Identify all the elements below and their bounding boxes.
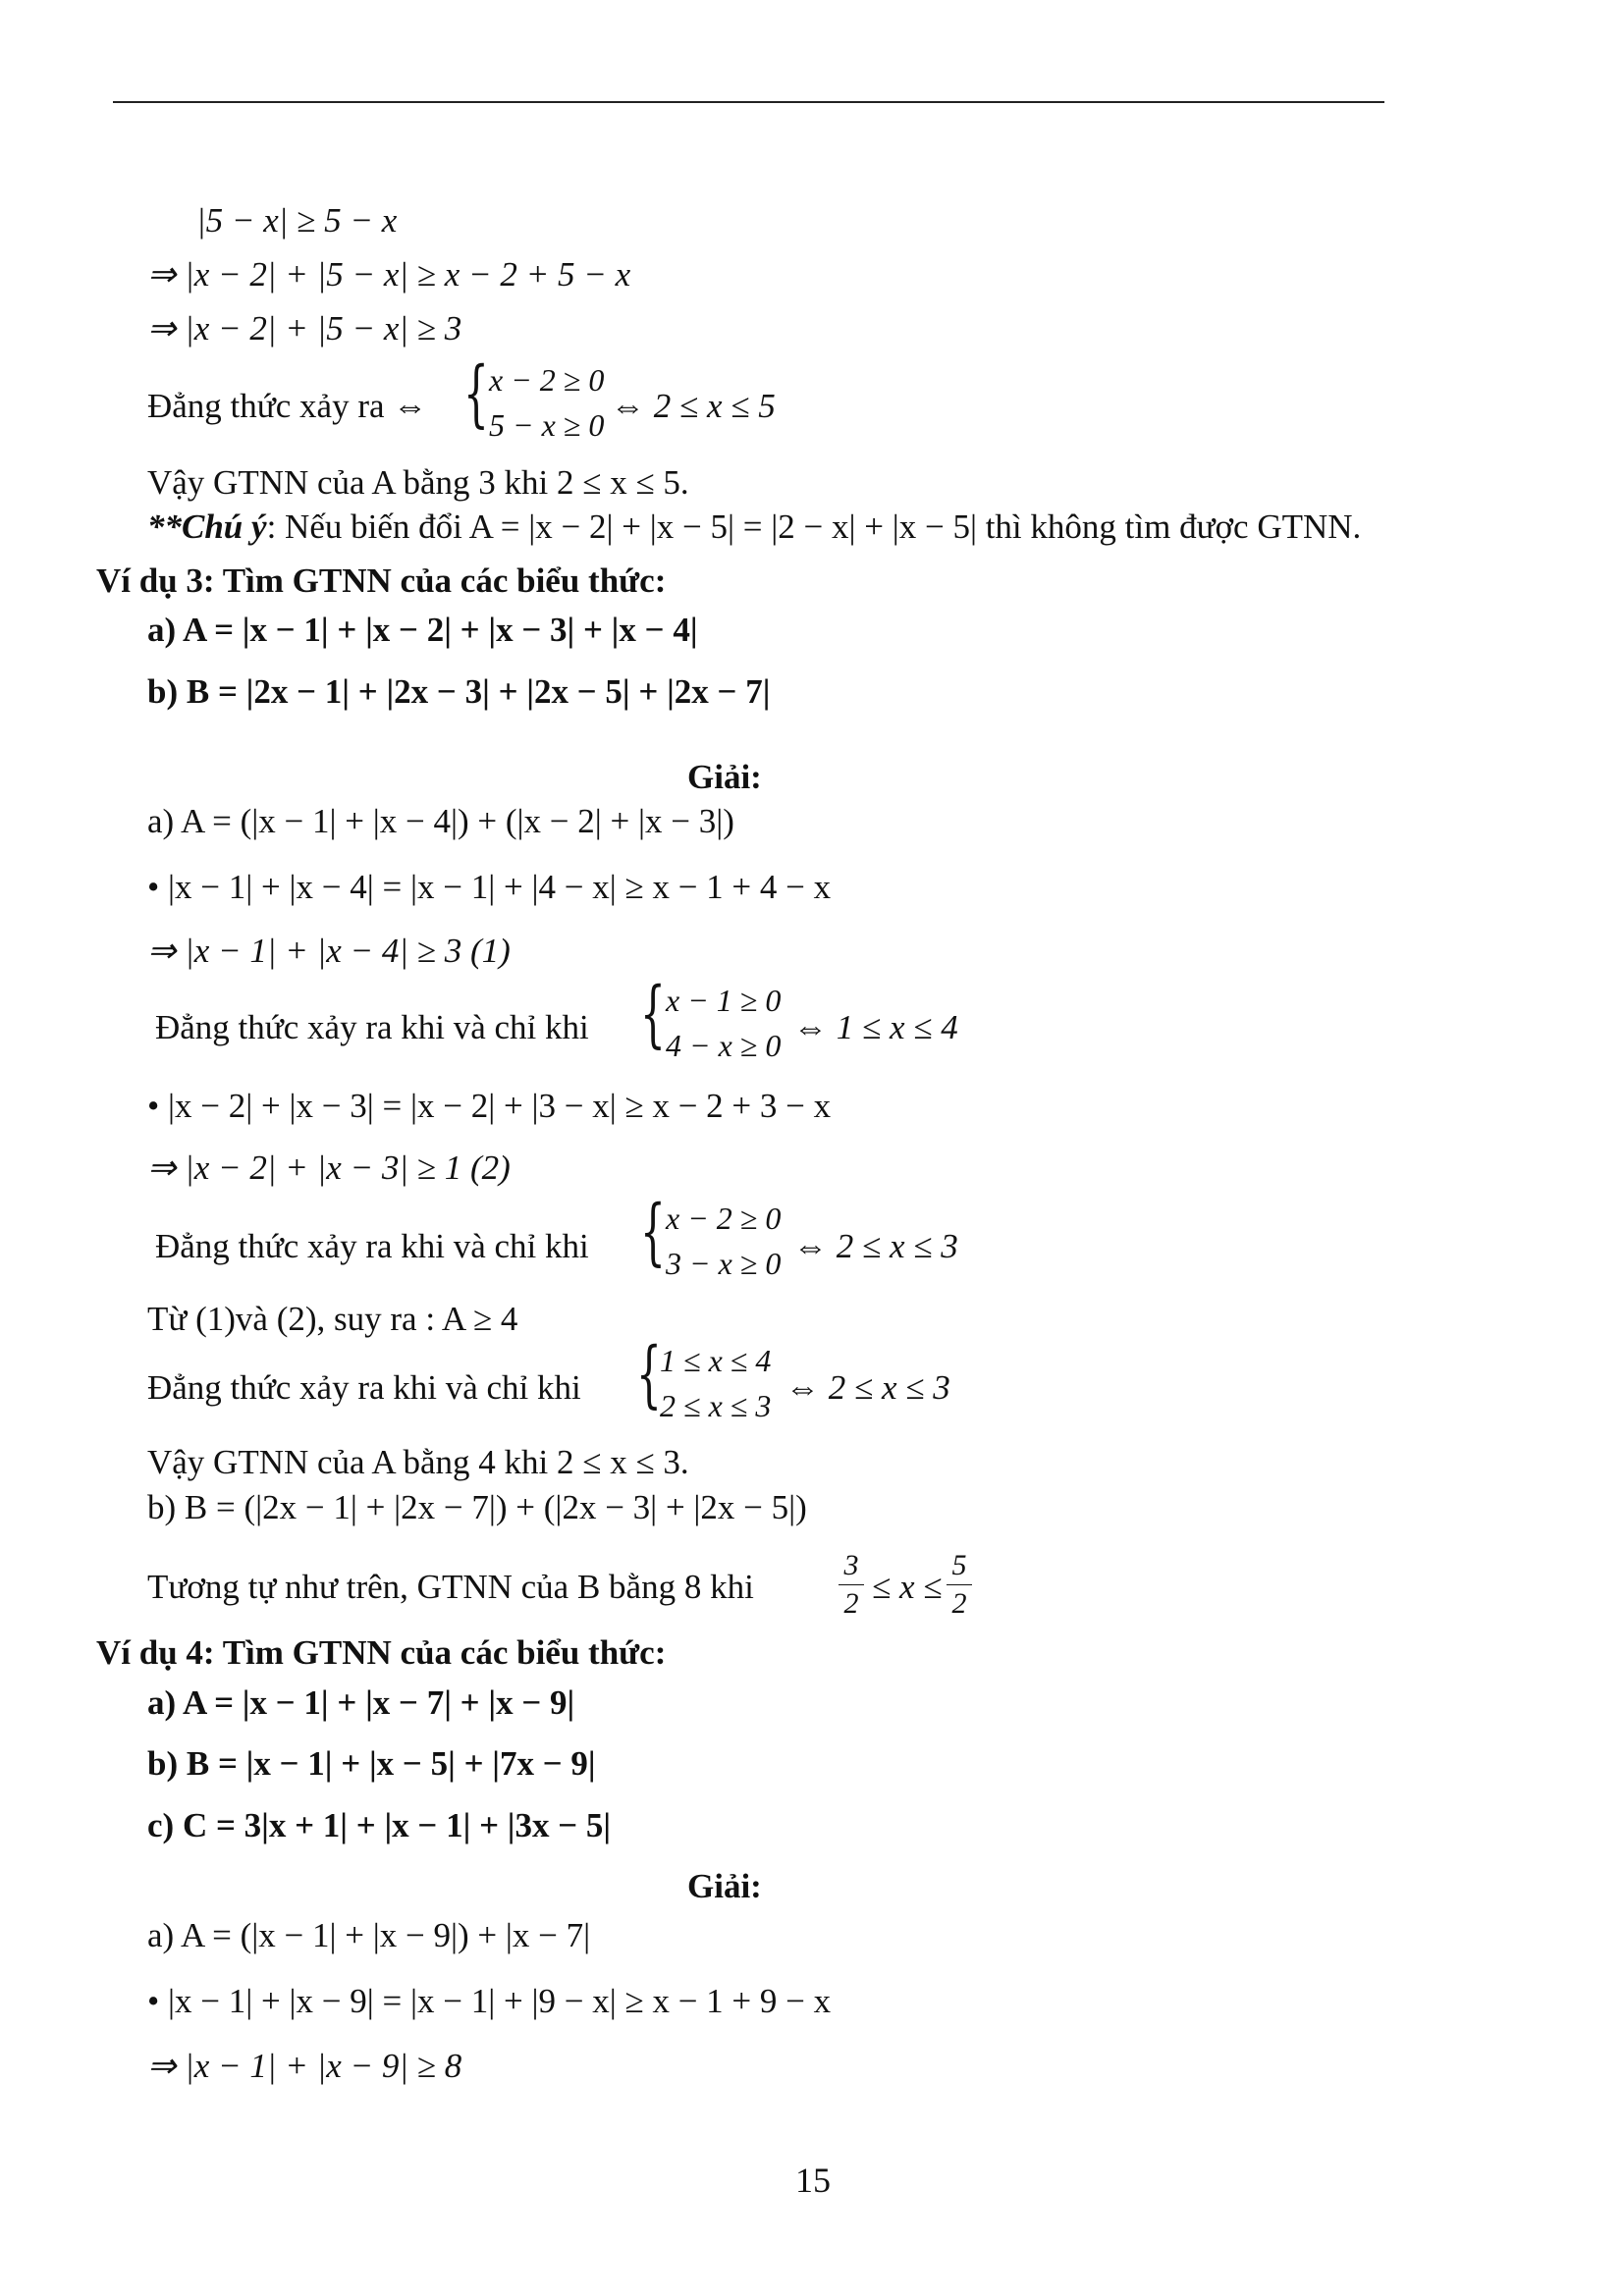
example-3-b: b) B = |2x − 1| + |2x − 3| + |2x − 5| + |2x − 7| (147, 672, 771, 711)
example-4-b: b) B = |x − 1| + |x − 5| + |7x − 9| (147, 1744, 596, 1783)
math-line: ⇒ |x − 1| + |x − 4| ≥ 3 (1) (147, 932, 511, 970)
equality-condition-label: Đẳng thức xảy ra khi và chỉ khi (155, 1227, 589, 1265)
math-line: ⇒ |x − 2| + |5 − x| ≥ 3 (147, 309, 462, 347)
system-brace: { (640, 1190, 666, 1274)
math-line: Từ (1)và (2), suy ra : A ≥ 4 (147, 1300, 518, 1338)
page-number: 15 (795, 2161, 831, 2200)
math-line: ⇔ 2 ≤ x ≤ 3 (785, 1368, 950, 1407)
equality-condition-label: Đẳng thức xảy ra khi và chỉ khi (147, 1368, 581, 1407)
system-row: 4 − x ≥ 0 (666, 1028, 782, 1063)
solution-heading: Giải: (687, 1867, 762, 1905)
conclusion-line: Vậy GTNN của A bằng 3 khi 2 ≤ x ≤ 5. (147, 463, 689, 502)
note-text: : Nếu biến đổi A = |x − 2| + |x − 5| = |2 − x| + |x − 5| thì không tìm được GTNN. (266, 507, 1362, 546)
example-4-c: c) C = 3|x + 1| + |x − 1| + |3x − 5| (147, 1806, 612, 1844)
example-4-a: a) A = |x − 1| + |x − 7| + |x − 9| (147, 1683, 575, 1722)
fraction: 5 2 (945, 1549, 974, 1621)
example-3-a: a) A = |x − 1| + |x − 2| + |x − 3| + |x − 4| (147, 611, 698, 649)
conclusion-line: Vậy GTNN của A bằng 4 khi 2 ≤ x ≤ 3. (147, 1443, 689, 1481)
header-rule (113, 101, 1384, 103)
condition-system (666, 1196, 781, 1286)
math-line: • |x − 1| + |x − 4| = |x − 1| + |4 − x| ≥ x − 1 + 4 − x (147, 868, 832, 906)
system-row: 2 ≤ x ≤ 3 (660, 1388, 772, 1423)
math-line: ⇒ |x − 2| + |x − 3| ≥ 1 (2) (147, 1148, 511, 1187)
fraction: 3 2 (837, 1549, 866, 1621)
system-row: x − 2 ≥ 0 (666, 1201, 782, 1236)
system-row: x − 2 ≥ 0 (489, 362, 605, 398)
math-line: ⇒ |x − 1| + |x − 9| ≥ 8 (147, 2047, 462, 2085)
math-line: ⇔ 2 ≤ x ≤ 5 (611, 387, 776, 425)
system-brace: { (636, 1332, 662, 1416)
system-row: 5 − x ≥ 0 (489, 407, 605, 443)
math-line: • |x − 2| + |x − 3| = |x − 2| + |3 − x| ≥ x − 2 + 3 − x (147, 1087, 832, 1125)
condition-system (489, 357, 604, 448)
math-line: ⇔ 1 ≤ x ≤ 4 (793, 1008, 958, 1046)
math-line: • |x − 1| + |x − 9| = |x − 1| + |9 − x| ≥ x − 1 + 9 − x (147, 1982, 832, 2020)
note-line (147, 506, 1361, 549)
system-row: x − 1 ≥ 0 (666, 983, 782, 1018)
note-label: **Chú ý (147, 507, 267, 546)
math-line: a) A = (|x − 1| + |x − 4|) + (|x − 2| + |x − 3|) (147, 802, 734, 840)
equality-condition-label: Đẳng thức xảy ra ⇔ (147, 387, 428, 425)
math-line: |5 − x| ≥ 5 − x (196, 201, 398, 240)
system-brace: { (640, 972, 666, 1056)
system-brace: { (463, 351, 489, 436)
equality-condition-label: Đẳng thức xảy ra khi và chỉ khi (155, 1008, 589, 1046)
example-3-title: Ví dụ 3: Tìm GTNN của các biểu thức: (96, 561, 667, 600)
system-row: 1 ≤ x ≤ 4 (660, 1343, 772, 1378)
example-4-title: Ví dụ 4: Tìm GTNN của các biểu thức: (96, 1633, 667, 1672)
condition-system (660, 1338, 771, 1428)
math-line: ⇒ |x − 2| + |5 − x| ≥ x − 2 + 5 − x (147, 255, 631, 294)
math-line: a) A = (|x − 1| + |x − 9|) + |x − 7| (147, 1916, 591, 1954)
conclusion-line: Tương tự như trên, GTNN của B bằng 8 khi (147, 1568, 754, 1606)
condition-system (666, 978, 781, 1068)
math-line: ≤ x ≤ (872, 1568, 943, 1606)
math-line: ⇔ 2 ≤ x ≤ 3 (793, 1227, 958, 1265)
system-row: 3 − x ≥ 0 (666, 1246, 782, 1281)
solution-heading: Giải: (687, 758, 762, 796)
math-line: b) B = (|2x − 1| + |2x − 7|) + (|2x − 3| + |2x − 5|) (147, 1488, 807, 1526)
